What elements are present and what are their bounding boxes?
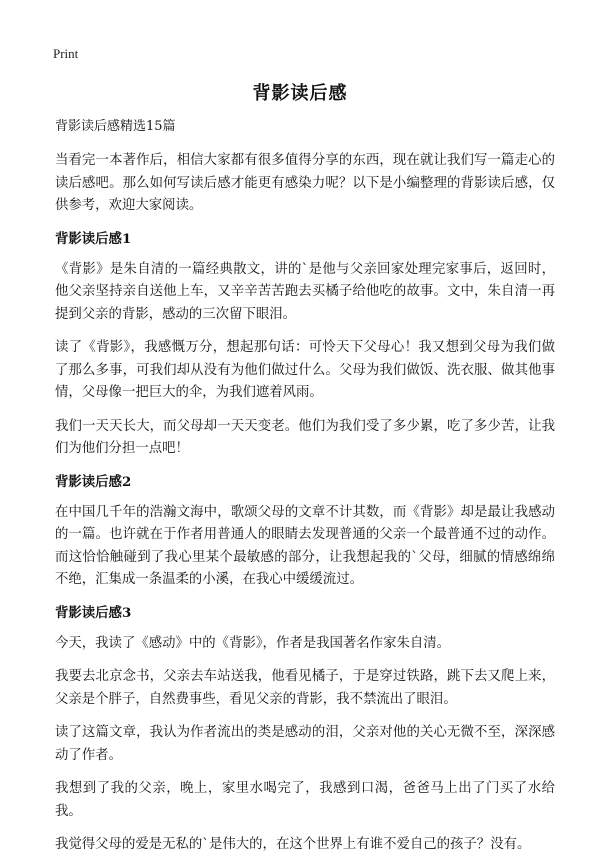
section-paragraph: 读了这篇文章，我认为作者流出的类是感动的泪，父亲对他的关心无微不至，深深感动了作者。 bbox=[55, 725, 555, 763]
section-heading: 背影读后感1 bbox=[55, 230, 132, 247]
section-3 bbox=[55, 603, 555, 857]
section-paragraph: 我们一天天长大，而父母却一天天变老。他们为我们受了多少累，吃了多少苦，让我们为他们分担一点吧！ bbox=[55, 418, 555, 456]
section-2 bbox=[55, 472, 555, 592]
section-paragraph: 我觉得父母的爱是无私的`是伟大的，在这个世界上有谁不爱自己的孩子？没有。 bbox=[55, 837, 531, 852]
document-body bbox=[55, 118, 555, 868]
intro-paragraph: 当看完一本著作后，相信大家都有很多值得分享的东西，现在就让我们写一篇走心的读后感吧。那么如何写读后感才能更有感染力呢？以下是小编整理的背影读后感，仅供参考，欢迎大家阅读。 bbox=[55, 153, 555, 213]
print-link[interactable]: Print bbox=[53, 46, 79, 61]
document-subtitle: 背影读后感精选15篇 bbox=[55, 119, 176, 134]
section-paragraph: 今天，我读了《感动》中的《背影》，作者是我国著名作家朱自清。 bbox=[55, 635, 451, 651]
section-1 bbox=[55, 229, 555, 461]
section-paragraph: 我想到了我的父亲，晚上，家里水喝完了，我感到口渴，爸爸马上出了门买了水给我。 bbox=[55, 781, 555, 819]
page-title: 背影读后感 bbox=[252, 83, 348, 104]
section-paragraph: 《背影》是朱自清的一篇经典散文，讲的`是他与父亲回家处理完家事后，返回时，他父亲坚持亲自送他上车，又辛辛苦苦跑去买橘子给他吃的故事。文中，朱自清一再提到父亲的背影，感动的三次留下眼泪。 bbox=[55, 261, 555, 322]
section-heading: 背影读后感3 bbox=[55, 604, 132, 621]
section-paragraph: 在中国几千年的浩瀚文海中，歌颂父母的文章不计其数，而《背影》却是最让我感动的一篇。也许就在于作者用普通人的眼睛去发现普通的父亲一个最普通不过的动作。而这恰恰触碰到了我心里某个最敏感的部分，让我想起我的`父母，细腻的情感绵绵不绝，汇集成一条温柔的小溪，在我心中缓缓流过。 bbox=[55, 504, 555, 587]
section-paragraph: 我要去北京念书，父亲去车站送我，他看见橘子，于是穿过铁路，跳下去又爬上来，父亲是个胖子，自然费事些，看见父亲的背影，我不禁流出了眼泪。 bbox=[55, 669, 555, 707]
section-heading: 背影读后感2 bbox=[55, 473, 132, 490]
section-paragraph: 读了《背影》，我感慨万分，想起那句话：可怜天下父母心！我又想到父母为我们做了那么多事，可我们却从没有为他们做过什么。父母为我们做饭、洗衣服、做其他事情，父母像一把巨大的伞，为我们遮着风雨。 bbox=[55, 340, 555, 400]
